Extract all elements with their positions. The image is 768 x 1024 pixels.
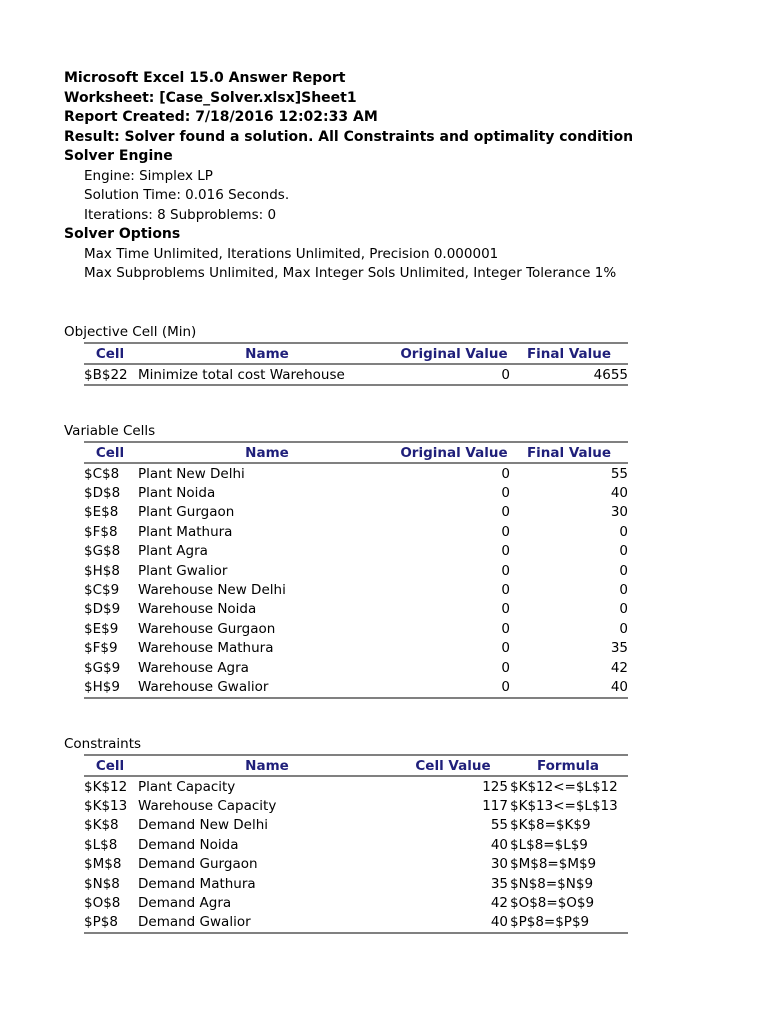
cell-cell: $C$8 <box>84 465 120 482</box>
cell-original: 0 <box>398 677 510 697</box>
col-header-formula: Formula <box>508 755 628 776</box>
cell-name: Plant New Delhi <box>138 465 245 482</box>
cell-original: 0 <box>501 620 510 637</box>
cell-name: Demand Gwalior <box>136 913 398 933</box>
cell-original: 0 <box>501 465 510 482</box>
cell-final: 42 <box>610 659 628 676</box>
objective-table <box>84 342 628 386</box>
cell-cell: $K$8 <box>84 817 119 834</box>
cell-cell: $E$8 <box>84 504 119 521</box>
table-row <box>84 855 628 874</box>
cell-original: 0 <box>501 640 510 657</box>
cell-final: 30 <box>610 504 628 521</box>
cell-cell: $P$8 <box>84 913 136 933</box>
cell-final: 0 <box>619 620 628 637</box>
options-line-2: Max Subproblems Unlimited, Max Integer Sols Unlimited, Integer Tolerance 1% <box>84 265 617 281</box>
cell-cell: $F$8 <box>84 523 118 540</box>
solution-time-line: Solution Time: 0.016 Seconds. <box>84 187 290 203</box>
col-header-final-value: Final Value <box>510 442 628 463</box>
cell-formula: $L$8=$L$9 <box>510 836 588 853</box>
cell-name: Plant Mathura <box>138 523 233 540</box>
col-header-cell-value: Cell Value <box>398 755 508 776</box>
cell-final: 0 <box>619 562 628 579</box>
col-header-cell: Cell <box>84 343 136 364</box>
cell-cell: $F$9 <box>84 640 118 657</box>
col-header-name: Name <box>136 343 398 364</box>
cell-name: Demand Agra <box>138 895 232 912</box>
cell-original: 0 <box>501 562 510 579</box>
cell-value: 30 <box>490 856 508 873</box>
cell-final: 0 <box>619 523 628 540</box>
cell-name: Warehouse Noida <box>138 601 257 618</box>
iterations-line: Iterations: 8 Subproblems: 0 <box>84 207 277 223</box>
cell-name: Warehouse New Delhi <box>138 582 286 599</box>
cell-name: Warehouse Gwalior <box>136 677 398 697</box>
table-row <box>84 658 628 677</box>
cell-cell: $L$8 <box>84 836 118 853</box>
cell-name: Warehouse Mathura <box>138 640 274 657</box>
cell-formula: $K$13<=$L$13 <box>510 798 618 815</box>
cell-final: 40 <box>510 677 628 697</box>
cell-name: Demand New Delhi <box>138 817 269 834</box>
cell-cell: $D$8 <box>84 485 121 502</box>
solver-engine-heading: Solver Engine <box>64 148 173 164</box>
constraints-section-title: Constraints <box>64 736 142 752</box>
cell-final: 35 <box>610 640 628 657</box>
col-header-cell: Cell <box>84 442 136 463</box>
table-row <box>84 580 628 599</box>
constraints-header-row <box>84 755 628 776</box>
table-row <box>84 483 628 502</box>
cell-original: 0 <box>501 543 510 560</box>
col-header-name: Name <box>136 442 398 463</box>
col-header-original-value: Original Value <box>398 343 510 364</box>
cell-name: Plant Gwalior <box>138 562 228 579</box>
cell-formula: $P$8=$P$9 <box>508 913 628 933</box>
cell-cell: $H$9 <box>84 677 136 697</box>
cell-name: Plant Capacity <box>138 778 236 795</box>
cell-final: 0 <box>619 543 628 560</box>
cell-final: 40 <box>610 485 628 502</box>
report-title: Microsoft Excel 15.0 Answer Report <box>64 70 346 86</box>
table-row <box>84 639 628 658</box>
report-created-line: Report Created: 7/18/2016 12:02:33 AM <box>64 109 378 125</box>
table-row <box>84 776 628 796</box>
cell-name: Demand Mathura <box>138 875 256 892</box>
col-header-cell: Cell <box>84 755 136 776</box>
cell-value: 125 <box>482 778 508 795</box>
cell-name: Warehouse Gurgaon <box>138 620 276 637</box>
cell-cell: $C$9 <box>84 582 120 599</box>
cell-value: 117 <box>482 798 508 815</box>
table-row <box>84 874 628 893</box>
cell-cell: $G$8 <box>84 543 121 560</box>
cell-name: Demand Noida <box>138 836 239 853</box>
cell-name: Minimize total cost Warehouse <box>136 364 398 385</box>
col-header-original-value: Original Value <box>398 442 510 463</box>
table-row <box>84 796 628 815</box>
objective-section-title: Objective Cell (Min) <box>64 324 197 340</box>
solver-options-heading: Solver Options <box>64 226 181 242</box>
table-row <box>84 816 628 835</box>
cell-cell: $K$13 <box>84 798 128 815</box>
cell-value: 55 <box>490 817 508 834</box>
table-row <box>84 463 628 483</box>
engine-line: Engine: Simplex LP <box>84 168 213 184</box>
cell-name: Plant Agra <box>138 543 208 560</box>
variables-table <box>84 441 628 699</box>
cell-formula: $N$8=$N$9 <box>510 875 594 892</box>
table-row <box>84 542 628 561</box>
cell-cell: $B$22 <box>84 364 136 385</box>
table-row <box>84 364 628 385</box>
cell-cell: $K$12 <box>84 778 128 795</box>
table-row <box>84 503 628 522</box>
cell-name: Plant Gurgaon <box>138 504 235 521</box>
variables-section-title: Variable Cells <box>64 423 156 439</box>
objective-header-row <box>84 343 628 364</box>
cell-cell: $H$8 <box>84 562 120 579</box>
cell-cell: $O$8 <box>84 895 121 912</box>
constraints-table <box>84 754 628 934</box>
table-row <box>84 913 628 933</box>
cell-name: Warehouse Agra <box>138 659 249 676</box>
cell-final: 0 <box>619 582 628 599</box>
cell-original: 0 <box>501 582 510 599</box>
cell-original: 0 <box>501 504 510 521</box>
cell-formula: $O$8=$O$9 <box>510 895 595 912</box>
cell-value: 40 <box>398 913 508 933</box>
cell-final: 55 <box>610 465 628 482</box>
col-header-final-value: Final Value <box>510 343 628 364</box>
cell-cell: $G$9 <box>84 659 121 676</box>
cell-value: 40 <box>490 836 508 853</box>
cell-value: 42 <box>490 895 508 912</box>
cell-name: Plant Noida <box>138 485 216 502</box>
cell-name: Warehouse Capacity <box>138 798 277 815</box>
variables-header-row <box>84 442 628 463</box>
cell-cell: $N$8 <box>84 875 120 892</box>
cell-original: 0 <box>501 485 510 502</box>
options-line-1: Max Time Unlimited, Iterations Unlimited, Precision 0.000001 <box>84 246 499 262</box>
table-row <box>84 522 628 541</box>
cell-cell: $M$8 <box>84 856 122 873</box>
table-row <box>84 561 628 580</box>
cell-final: 4655 <box>510 364 628 385</box>
cell-cell: $E$9 <box>84 620 119 637</box>
table-row <box>84 677 628 697</box>
cell-original: 0 <box>501 523 510 540</box>
table-row <box>84 619 628 638</box>
cell-final: 0 <box>619 601 628 618</box>
col-header-name: Name <box>136 755 398 776</box>
worksheet-line: Worksheet: [Case_Solver.xlsx]Sheet1 <box>64 90 357 106</box>
cell-formula: $K$12<=$L$12 <box>510 778 618 795</box>
cell-original: 0 <box>501 659 510 676</box>
cell-original: 0 <box>501 601 510 618</box>
cell-formula: $K$8=$K$9 <box>510 817 591 834</box>
cell-original: 0 <box>398 364 510 385</box>
cell-value: 35 <box>490 875 508 892</box>
cell-name: Demand Gurgaon <box>138 856 258 873</box>
table-row <box>84 893 628 912</box>
table-row <box>84 835 628 854</box>
cell-cell: $D$9 <box>84 601 121 618</box>
cell-formula: $M$8=$M$9 <box>510 856 597 873</box>
table-row <box>84 600 628 619</box>
result-line: Result: Solver found a solution. All Constraints and optimality condition <box>64 129 634 145</box>
